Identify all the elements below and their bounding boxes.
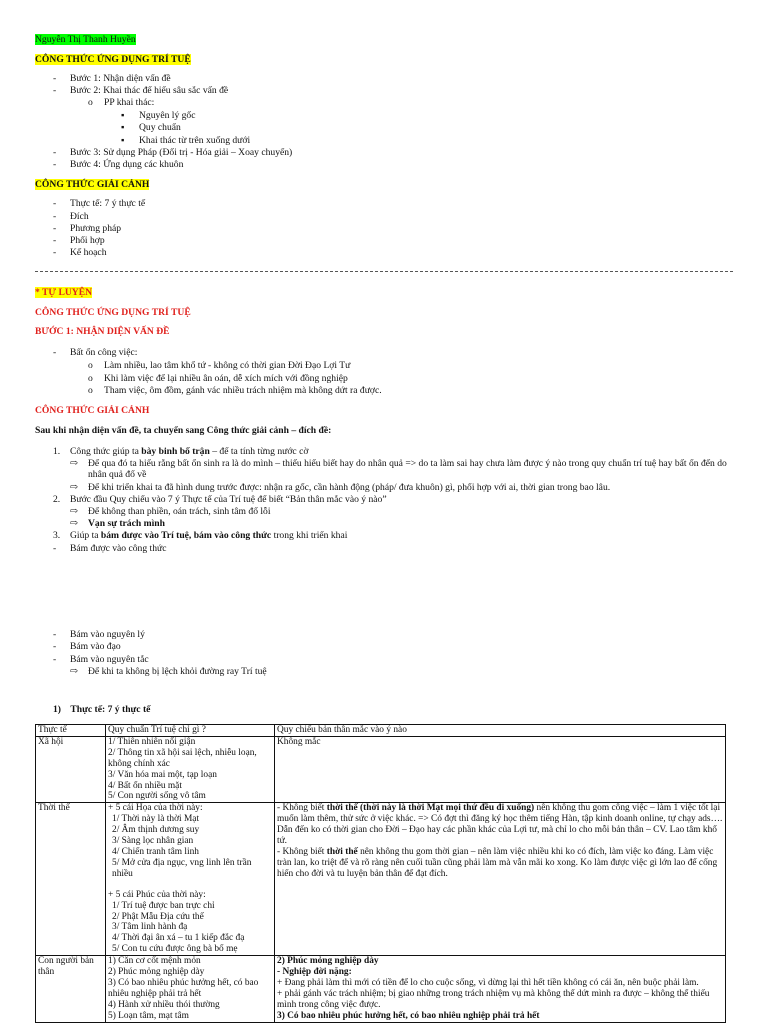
cell-line: 4) Hành xử nhiều thói thường (108, 999, 220, 1010)
cell-line: 5) Loạn tâm, mạt tâm (108, 1010, 189, 1021)
table-cell: Không mắc (275, 736, 726, 802)
list-item: Phối hợp (70, 235, 105, 246)
table-cell (106, 956, 275, 1022)
bold-run: thời thế (thời này là thời Mạt mọi thứ đều đi xuống) (326, 803, 535, 814)
list-item: Làm nhiều, lao tâm khổ tứ - không có thời gian Đời Đạo Lợi Tư (104, 360, 351, 371)
table-header-row (36, 725, 726, 737)
list-item: Nguyên lý gốc (139, 110, 196, 121)
dash-marker: - (53, 211, 57, 222)
author-highlight: Nguyễn Thị Thanh Huyền (35, 34, 136, 45)
text-run: Công thức giúp ta (70, 446, 142, 457)
section2-title (35, 179, 149, 190)
cell-line: 1) Căn cơ cốt mệnh mỏn (108, 956, 201, 967)
arrow-icon: ⇨ (70, 458, 79, 469)
cell-line: 4/ Chiến tranh tâm linh (112, 846, 199, 857)
number-marker: 2. (53, 494, 61, 505)
table-cell: Con người bản thân (36, 956, 106, 1022)
bold-run: thời thế (326, 846, 358, 857)
numbered-item (70, 446, 308, 457)
cell-line: 2/ Phật Mẫu Địa cứu thế (112, 911, 204, 922)
practice-title (35, 287, 92, 298)
section1-title-text: CÔNG THỨC ỨNG DỤNG TRÍ TUỆ (35, 54, 191, 65)
list-item: Quy chuẩn (139, 122, 181, 133)
table-cell (106, 736, 275, 802)
cell-line: + phải gánh vác trách nhiệm; bị giao những trong trách nhiệm vụ mà không thể dứt mình ra được – không thể thiếu mình trong công việc được. (277, 988, 710, 1010)
list-item: Tham việc, ôm đồm, gánh vác nhiều trách nhiệm mà không dứt ra được. (104, 385, 382, 396)
table-header-cell: Thực tế (36, 725, 106, 737)
cell-line: 3/ Sàng lọc nhân gian (112, 836, 194, 847)
dash-marker: - (53, 247, 57, 258)
dash-marker: - (53, 629, 57, 640)
cell-line: 1/ Thiên nhiên nổi giận (108, 736, 196, 747)
section1-title (35, 54, 191, 65)
cell-line: 5/ Con tu cứu được ông bà bố mẹ (112, 944, 238, 955)
cell-line: 2/ Thông tin xã hội sai lệch, nhiễu loạn, không chính xác (108, 747, 257, 769)
list-item: Bước 4: Ứng dụng các khuôn (70, 159, 184, 170)
cell-line: + Đang phải làm thì mới có tiền để lo cho cuộc sống, vì dừng lại thì hết tiền không có cái ăn, nên buộc phải làm. (277, 977, 699, 988)
arrow-icon: ⇨ (70, 506, 79, 517)
table-header-cell: Quy chuẩn Trí tuệ chỉ gì ? (106, 725, 275, 737)
arrow-icon: ⇨ (70, 482, 79, 493)
dash-marker: - (53, 159, 57, 170)
cell-line: 1/ Trí tuệ được ban trực chỉ (112, 900, 215, 911)
table-row (36, 956, 726, 1022)
dash-marker: - (53, 641, 57, 652)
dash-marker: - (53, 223, 57, 234)
text-run: nên không thu gom công việc – làm 1 việc tốt lại muốn làm thêm, thử sức ở việc khác. => Có đợt thì đăng ký học thêm tiếng Hàn, tập kinh doanh online, tự chạy ads…. Dẫn đến ko có thời gian cho Đời – Đạo hay các phần khác của Lợi tư, mà chỉ lo cho mỗi bản thân – CV. Lao tâm khổ tứ. (277, 803, 723, 847)
practice-title-text: * TỰ LUYỆN (35, 287, 93, 298)
cell-line: 3/ Văn hóa mai một, tạp loạn (108, 769, 217, 780)
cell-line: 3) Có bao nhiêu phúc hưởng hết, có bao nhiêu nghiệp phải trả hết (108, 977, 259, 999)
circle-marker: o (88, 97, 93, 108)
cell-line: 2) Phúc mỏng nghiệp dày (108, 967, 205, 978)
text-run: - Không biết (277, 803, 327, 814)
bold-run: bày binh bố trận (141, 446, 210, 457)
cell-paragraph (277, 803, 723, 847)
dash-marker: - (53, 347, 57, 358)
dash-marker: - (53, 543, 57, 554)
cell-line: 3) Có bao nhiêu phúc hưởng hết, có bao nhiêu nghiệp phải trả hết (277, 1010, 540, 1021)
list-item: Bước 1: Nhận diện vấn đề (70, 73, 171, 84)
arrow-item: Để qua đó ta hiểu rằng bất ổn sinh ra là do mình – thiếu hiểu biết hay do nhân quả => do ta làm sai hay chưa làm được ý nào trong quy chuẩn trí tuệ hay bất ổn đến do nhân quả đổ về (88, 458, 727, 481)
circle-marker: o (88, 385, 93, 396)
text-run: – để ta tính từng nước cờ (209, 446, 309, 457)
subsection-heading: 1) Thực tế: 7 ý thực tế (53, 704, 151, 715)
table-cell (106, 803, 275, 956)
text-run: Giúp ta (70, 530, 101, 541)
section2-title-text: CÔNG THỨC GIẢI CẢNH (35, 179, 150, 190)
cell-spacer (108, 880, 272, 890)
bold-run: bám được vào Trí tuệ, bám vào công thức (100, 530, 272, 541)
table-cell (275, 956, 726, 1022)
dash-marker: - (53, 85, 57, 96)
arrow-item: Để không than phiền, oán trách, sinh tâm đổ lỗi (88, 506, 271, 517)
practice-heading-formula: CÔNG THỨC ỨNG DỤNG TRÍ TUỆ (35, 307, 191, 318)
square-bullet-icon: ▪ (121, 122, 125, 133)
cell-line: 2/ Âm thịnh dương suy (112, 825, 200, 836)
square-bullet-icon: ▪ (121, 110, 125, 121)
cell-line: 4/ Bất ổn nhiều mặt (108, 780, 182, 791)
list-item: Bám vào nguyên lý (70, 629, 145, 640)
text-run: trong khi triển khai (271, 530, 348, 541)
practice-heading-step1: BƯỚC 1: NHẬN DIỆN VẤN ĐỀ (35, 326, 170, 337)
arrow-item: Vạn sự trách mình (88, 518, 165, 529)
dash-marker: - (53, 235, 57, 246)
cell-line: - Nghiệp đời nặng: (277, 967, 352, 978)
cell-line: 5/ Con người sống vô tâm (108, 791, 206, 802)
list-item: Thực tế: 7 ý thực tế (70, 198, 146, 209)
table-row (36, 736, 726, 802)
list-item: Bám được vào công thức (70, 543, 167, 554)
table-cell: Xã hội (36, 736, 106, 802)
number-marker: 1. (53, 446, 61, 457)
arrow-icon: ⇨ (70, 666, 79, 677)
dash-marker: - (53, 147, 57, 158)
number-marker: 3. (53, 530, 61, 541)
author-name (35, 34, 136, 45)
list-item: Bám vào đạo (70, 641, 121, 652)
list-item: Kế hoạch (70, 247, 107, 258)
list-item: PP khai thác: (104, 97, 155, 108)
reality-table (35, 724, 726, 1023)
table-cell (275, 803, 726, 956)
cell-line: 4/ Thời đại ân xá – tu 1 kiếp đắc đạ (112, 933, 245, 944)
practice-intro: Sau khi nhận diện vấn đề, ta chuyển sang Công thức giải cảnh – đích đề: (35, 425, 332, 436)
dash-marker: - (53, 654, 57, 665)
cell-paragraph (277, 847, 723, 880)
cell-line: 2) Phúc mỏng nghiệp dày (277, 956, 379, 967)
list-item: Đích (70, 211, 89, 222)
list-item: Khi làm việc để lại nhiều ân oán, dễ xích mích với đồng nghiệp (104, 373, 348, 384)
cell-line: 5/ Mở cửa địa ngục, vng linh lên trần nhiều (112, 857, 252, 879)
list-item: Bước 3: Sử dụng Pháp (Đối trị - Hóa giải – Xoay chuyển) (70, 147, 293, 158)
dashed-divider (35, 271, 733, 272)
text-run: nên không thu gom thời gian – nên làm việc nhiều khi ko có đích, làm việc ko đáng. Làm việc tràn lan, ko triệt để và rõ ràng nên cuối tuần cũng phải làm mà vẫn mãi ko xong. Ko làm được việc gì lớn lao để cống hiến cho đời và tu luyện bản thân để đạt đích. (277, 846, 718, 879)
arrow-item: Để khi triển khai ta đã hình dung trước được: nhận ra gốc, cần hành động (pháp/ đưa khuôn) gì, phối hợp với ai, thời gian trong bao lâu. (88, 482, 611, 493)
circle-marker: o (88, 360, 93, 371)
dash-marker: - (53, 198, 57, 209)
table-header-cell: Quy chiếu bản thân mắc vào ý nào (275, 725, 726, 737)
practice-heading-solution: CÔNG THỨC GIẢI CẢNH (35, 405, 150, 416)
cell-line: 1/ Thời này là thời Mạt (112, 814, 200, 825)
dash-marker: - (53, 73, 57, 84)
list-item: Bước 2: Khai thác để hiểu sâu sắc vấn đề (70, 85, 229, 96)
square-bullet-icon: ▪ (121, 135, 125, 146)
list-item: Bám vào nguyên tắc (70, 654, 149, 665)
numbered-item (70, 530, 347, 541)
text-run: - Không biết (277, 846, 327, 857)
cell-line: + 5 cái Họa của thời này: (108, 803, 203, 814)
list-item: Bất ổn công việc: (70, 347, 138, 358)
list-item: Phương pháp (70, 223, 122, 234)
arrow-icon: ⇨ (70, 518, 79, 529)
list-item: Khai thác từ trên xuống dưới (139, 135, 251, 146)
cell-line: + 5 cái Phúc của thời này: (108, 889, 206, 900)
circle-marker: o (88, 373, 93, 384)
table-cell: Thời thế (36, 803, 106, 956)
cell-line: 3/ Tâm linh hành đạ (112, 922, 188, 933)
numbered-item: Bước đầu Quy chiếu vào 7 ý Thực tế của Trí tuệ để biết “Bản thân mắc vào ý nào” (70, 494, 387, 505)
table-row (36, 803, 726, 956)
arrow-item: Để khi ta không bị lệch khỏi đường ray Trí tuệ (88, 666, 267, 677)
